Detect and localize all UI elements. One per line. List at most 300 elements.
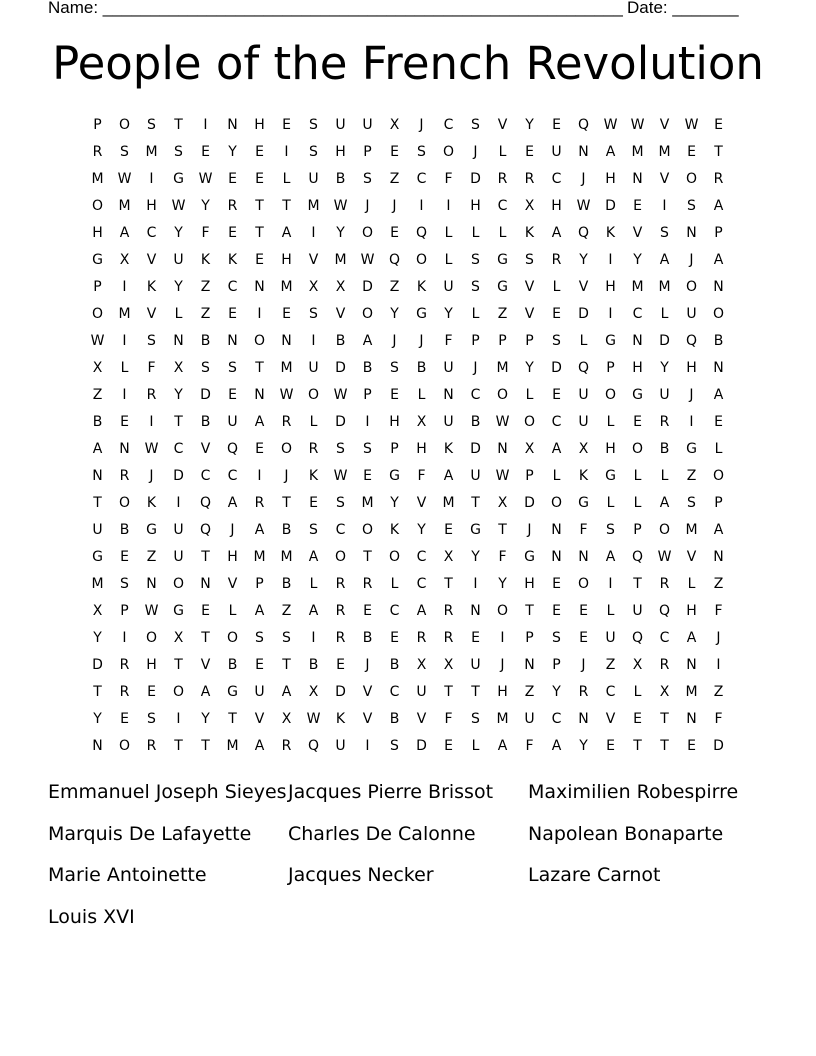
grid-letter: H [389, 414, 400, 430]
grid-letter: A [605, 549, 616, 565]
grid-letter: N [281, 333, 292, 349]
grid-letter: H [524, 576, 535, 592]
grid-row [84, 652, 732, 679]
grid-letter: K [308, 468, 319, 484]
grid-letter: G [497, 279, 508, 295]
grid-letter: F [714, 711, 723, 727]
grid-letter: G [389, 468, 400, 484]
grid-row [84, 571, 732, 598]
grid-letter: T [282, 198, 291, 214]
grid-letter: A [254, 414, 265, 430]
grid-letter: S [471, 117, 480, 133]
grid-letter: N [146, 576, 157, 592]
name-field: Name: _______________________________________________________ [48, 0, 623, 17]
grid-letter: K [200, 252, 211, 268]
grid-letter: X [92, 360, 103, 376]
grid-letter: Q [577, 360, 590, 376]
grid-letter: U [470, 657, 481, 673]
grid-letter: T [660, 738, 669, 754]
grid-letter: V [497, 117, 508, 133]
grid-letter: W [279, 387, 294, 403]
grid-letter: I [284, 144, 289, 160]
grid-letter: K [524, 225, 535, 241]
grid-letter: Q [577, 225, 590, 241]
grid-letter: B [335, 171, 346, 187]
grid-letter: U [335, 738, 346, 754]
grid-letter: R [551, 252, 562, 268]
grid-letter: W [333, 468, 348, 484]
grid-letter: O [415, 252, 428, 268]
grid-letter: U [92, 522, 103, 538]
grid-letter: P [93, 279, 102, 295]
grid-letter: E [390, 144, 399, 160]
grid-letter: G [92, 252, 103, 268]
grid-letter: B [92, 414, 103, 430]
grid-letter: B [389, 657, 400, 673]
grid-letter: W [684, 117, 699, 133]
grid-letter: T [444, 684, 453, 700]
grid-letter: E [201, 603, 210, 619]
grid-row [84, 328, 732, 355]
grid-letter: M [145, 144, 158, 160]
grid-letter: Y [390, 495, 399, 511]
grid-letter: C [146, 225, 157, 241]
grid-letter: N [470, 603, 481, 619]
grid-letter: V [659, 117, 670, 133]
grid-letter: E [120, 711, 129, 727]
grid-letter: M [91, 171, 104, 187]
grid-letter: K [578, 468, 589, 484]
grid-letter: B [227, 657, 238, 673]
grid-letter: J [527, 522, 532, 538]
grid-letter: J [392, 198, 397, 214]
grid-letter: I [419, 198, 424, 214]
grid-letter: P [525, 630, 534, 646]
grid-letter: G [416, 306, 427, 322]
grid-letter: P [363, 144, 372, 160]
grid-letter: P [606, 360, 615, 376]
grid-letter: U [227, 414, 238, 430]
grid-letter: C [632, 306, 643, 322]
grid-letter: I [176, 495, 181, 511]
grid-letter: U [308, 360, 319, 376]
grid-letter: H [335, 144, 346, 160]
grid-letter: M [280, 279, 293, 295]
grid-letter: B [281, 576, 292, 592]
grid-letter: B [362, 630, 373, 646]
grid-row [84, 679, 732, 706]
grid-letter: U [362, 117, 373, 133]
word-list-item: Charles De Calonne [288, 822, 476, 845]
grid-letter: S [228, 360, 237, 376]
grid-letter: Y [174, 225, 183, 241]
grid-letter: T [471, 684, 480, 700]
grid-letter: T [633, 738, 642, 754]
grid-letter: L [120, 360, 129, 376]
grid-letter: Y [444, 306, 453, 322]
grid-letter: L [552, 279, 561, 295]
grid-letter: J [689, 387, 694, 403]
grid-letter: A [659, 252, 670, 268]
grid-row [84, 139, 732, 166]
grid-letter: H [605, 171, 616, 187]
grid-letter: A [416, 603, 427, 619]
grid-letter: H [92, 225, 103, 241]
grid-letter: X [173, 630, 184, 646]
grid-letter: K [416, 279, 427, 295]
grid-letter: O [361, 306, 374, 322]
grid-letter: Z [200, 306, 211, 322]
grid-letter: U [470, 468, 481, 484]
grid-letter: W [603, 117, 618, 133]
word-list-item: Jacques Necker [288, 864, 434, 886]
grid-letter: Y [525, 117, 534, 133]
grid-letter: S [552, 630, 561, 646]
grid-letter: Y [633, 252, 642, 268]
grid-letter: V [227, 576, 238, 592]
grid-letter: C [497, 198, 508, 214]
grid-letter: U [173, 252, 184, 268]
grid-letter: S [282, 630, 291, 646]
grid-letter: M [685, 684, 698, 700]
grid-letter: O [658, 522, 671, 538]
grid-letter: S [147, 117, 156, 133]
grid-letter: S [255, 630, 264, 646]
grid-letter: E [633, 711, 642, 727]
grid-letter: J [581, 657, 586, 673]
grid-letter: R [497, 171, 508, 187]
grid-letter: H [146, 198, 157, 214]
grid-letter: U [254, 684, 265, 700]
grid-letter: R [146, 387, 157, 403]
grid-letter: X [416, 414, 427, 430]
grid-letter: S [174, 144, 183, 160]
grid-letter: T [201, 630, 210, 646]
grid-letter: L [471, 306, 480, 322]
grid-letter: M [118, 198, 131, 214]
grid-letter: A [551, 441, 562, 457]
grid-row [84, 166, 732, 193]
grid-letter: S [120, 576, 129, 592]
grid-letter: I [473, 576, 478, 592]
grid-letter: A [281, 684, 292, 700]
grid-letter: X [281, 711, 292, 727]
grid-letter: M [631, 279, 644, 295]
grid-letter: A [605, 144, 616, 160]
grid-letter: T [174, 657, 183, 673]
grid-letter: W [144, 603, 159, 619]
grid-letter: I [608, 306, 613, 322]
grid-letter: I [365, 738, 370, 754]
grid-letter: O [631, 441, 644, 457]
grid-letter: R [335, 576, 346, 592]
grid-row [84, 517, 732, 544]
grid-letter: A [659, 495, 670, 511]
grid-letter: G [605, 468, 616, 484]
grid-row [84, 112, 732, 139]
word-list [48, 778, 768, 944]
grid-letter: B [713, 333, 724, 349]
grid-letter: E [552, 387, 561, 403]
grid-letter: A [227, 495, 238, 511]
grid-letter: O [685, 279, 698, 295]
grid-letter: M [280, 360, 293, 376]
grid-letter: Y [174, 387, 183, 403]
grid-letter: C [443, 117, 454, 133]
grid-letter: S [309, 522, 318, 538]
grid-letter: S [309, 117, 318, 133]
grid-letter: U [578, 387, 589, 403]
grid-letter: K [605, 225, 616, 241]
grid-letter: N [119, 441, 130, 457]
grid-letter: R [659, 657, 670, 673]
grid-letter: S [309, 306, 318, 322]
grid-letter: P [471, 333, 480, 349]
grid-letter: O [685, 171, 698, 187]
grid-letter: Y [336, 225, 345, 241]
grid-letter: R [443, 630, 454, 646]
grid-letter: M [91, 576, 104, 592]
grid-letter: V [524, 306, 535, 322]
grid-letter: Y [525, 360, 534, 376]
grid-letter: T [93, 495, 102, 511]
grid-letter: O [496, 603, 509, 619]
grid-letter: I [500, 630, 505, 646]
grid-letter: E [282, 306, 291, 322]
grid-letter: R [713, 171, 724, 187]
grid-letter: N [713, 360, 724, 376]
grid-letter: U [335, 117, 346, 133]
grid-letter: J [365, 198, 370, 214]
grid-letter: T [201, 738, 210, 754]
grid-letter: W [171, 198, 186, 214]
grid-row [84, 625, 732, 652]
grid-letter: E [228, 387, 237, 403]
grid-letter: U [524, 711, 535, 727]
grid-letter: T [255, 225, 264, 241]
grid-letter: J [365, 657, 370, 673]
grid-letter: U [443, 360, 454, 376]
grid-letter: Z [605, 657, 616, 673]
grid-letter: L [498, 144, 507, 160]
grid-letter: U [632, 603, 643, 619]
grid-letter: C [659, 630, 670, 646]
grid-letter: M [631, 144, 644, 160]
grid-letter: F [498, 549, 507, 565]
grid-letter: O [253, 333, 266, 349]
grid-letter: M [334, 252, 347, 268]
grid-row [84, 706, 732, 733]
grid-letter: R [119, 684, 130, 700]
grid-row [84, 733, 732, 760]
grid-letter: L [282, 171, 291, 187]
grid-letter: V [146, 306, 157, 322]
grid-letter: B [389, 711, 400, 727]
grid-letter: G [470, 522, 481, 538]
grid-letter: Y [201, 711, 210, 727]
grid-letter: E [255, 657, 264, 673]
grid-letter: N [524, 657, 535, 673]
grid-letter: Z [146, 549, 157, 565]
grid-letter: Z [200, 279, 211, 295]
grid-letter: Q [631, 630, 644, 646]
grid-letter: O [226, 630, 239, 646]
grid-letter: Y [174, 279, 183, 295]
grid-letter: E [687, 738, 696, 754]
grid-letter: C [227, 279, 238, 295]
grid-letter: Z [686, 468, 697, 484]
grid-letter: S [687, 495, 696, 511]
grid-letter: Z [497, 306, 508, 322]
grid-letter: E [444, 738, 453, 754]
grid-letter: B [200, 333, 211, 349]
grid-letter: X [119, 252, 130, 268]
grid-letter: S [120, 144, 129, 160]
grid-letter: A [308, 549, 319, 565]
grid-letter: I [716, 657, 721, 673]
grid-letter: S [201, 360, 210, 376]
grid-letter: R [254, 495, 265, 511]
grid-letter: N [497, 441, 508, 457]
grid-letter: R [578, 684, 589, 700]
grid-letter: E [228, 171, 237, 187]
grid-letter: S [363, 171, 372, 187]
grid-letter: A [254, 522, 265, 538]
grid-letter: A [713, 387, 724, 403]
grid-letter: A [497, 738, 508, 754]
grid-letter: U [659, 387, 670, 403]
grid-letter: U [173, 522, 184, 538]
grid-letter: S [363, 441, 372, 457]
grid-letter: R [335, 603, 346, 619]
grid-letter: T [498, 522, 507, 538]
grid-letter: Z [281, 603, 292, 619]
grid-letter: C [470, 387, 481, 403]
grid-letter: N [254, 279, 265, 295]
grid-letter: D [173, 468, 184, 484]
grid-row [84, 490, 732, 517]
grid-letter: D [200, 387, 211, 403]
grid-letter: A [254, 603, 265, 619]
grid-row [84, 301, 732, 328]
grid-letter: K [146, 495, 157, 511]
grid-letter: M [442, 495, 455, 511]
grid-letter: V [146, 252, 157, 268]
grid-letter: Z [389, 279, 400, 295]
grid-letter: H [686, 360, 697, 376]
grid-letter: P [120, 603, 129, 619]
grid-letter: J [392, 333, 397, 349]
grid-letter: N [227, 117, 238, 133]
grid-letter: I [311, 225, 316, 241]
grid-letter: I [608, 252, 613, 268]
grid-letter: E [633, 414, 642, 430]
grid-letter: L [633, 495, 642, 511]
grid-letter: P [93, 117, 102, 133]
grid-letter: K [227, 252, 238, 268]
grid-letter: I [122, 333, 127, 349]
grid-letter: C [335, 522, 346, 538]
grid-letter: D [92, 657, 103, 673]
grid-letter: M [280, 549, 293, 565]
grid-letter: W [144, 441, 159, 457]
word-list-item: Marquis De Lafayette [48, 822, 252, 845]
grid-letter: K [389, 522, 400, 538]
grid-letter: K [443, 441, 454, 457]
grid-letter: R [416, 630, 427, 646]
grid-letter: A [713, 252, 724, 268]
grid-letter: E [390, 225, 399, 241]
grid-letter: I [257, 306, 262, 322]
grid-letter: Y [228, 144, 237, 160]
grid-letter: R [659, 414, 670, 430]
grid-letter: E [579, 603, 588, 619]
grid-letter: W [630, 117, 645, 133]
grid-letter: E [363, 468, 372, 484]
grid-letter: G [173, 603, 184, 619]
grid-letter: N [686, 711, 697, 727]
grid-letter: E [714, 414, 723, 430]
word-list-item: Jacques Pierre Brissot [288, 781, 494, 803]
grid-letter: V [659, 171, 670, 187]
grid-letter: V [605, 711, 616, 727]
grid-letter: C [173, 441, 184, 457]
grid-letter: E [120, 414, 129, 430]
grid-letter: O [442, 144, 455, 160]
grid-letter: R [227, 198, 238, 214]
grid-letter: T [660, 711, 669, 727]
grid-letter: J [284, 468, 289, 484]
grid-letter: A [686, 630, 697, 646]
grid-letter: E [255, 441, 264, 457]
grid-letter: V [335, 306, 346, 322]
grid-letter: T [444, 576, 453, 592]
word-list-item: Louis XVI [48, 905, 135, 928]
grid-letter: Y [417, 522, 426, 538]
grid-letter: V [200, 441, 211, 457]
grid-letter: Y [660, 360, 669, 376]
grid-letter: Z [92, 387, 103, 403]
grid-letter: L [417, 387, 426, 403]
grid-letter: A [200, 684, 211, 700]
grid-letter: E [687, 144, 696, 160]
grid-letter: X [443, 657, 454, 673]
grid-row [84, 409, 732, 436]
grid-letter: I [122, 279, 127, 295]
grid-letter: F [444, 711, 453, 727]
grid-letter: U [686, 306, 697, 322]
grid-letter: T [228, 711, 237, 727]
grid-letter: R [362, 576, 373, 592]
grid-letter: Z [713, 576, 724, 592]
grid-letter: U [578, 414, 589, 430]
grid-letter: I [365, 414, 370, 430]
grid-letter: I [149, 171, 154, 187]
grid-letter: A [713, 522, 724, 538]
grid-letter: N [686, 657, 697, 673]
grid-letter: D [605, 198, 616, 214]
grid-letter: M [496, 711, 509, 727]
grid-letter: X [632, 657, 643, 673]
grid-row [84, 247, 732, 274]
grid-letter: S [471, 252, 480, 268]
grid-letter: C [416, 576, 427, 592]
grid-letter: N [92, 738, 103, 754]
grid-letter: Q [226, 441, 239, 457]
grid-letter: B [281, 522, 292, 538]
grid-letter: E [282, 117, 291, 133]
grid-row [84, 463, 732, 490]
